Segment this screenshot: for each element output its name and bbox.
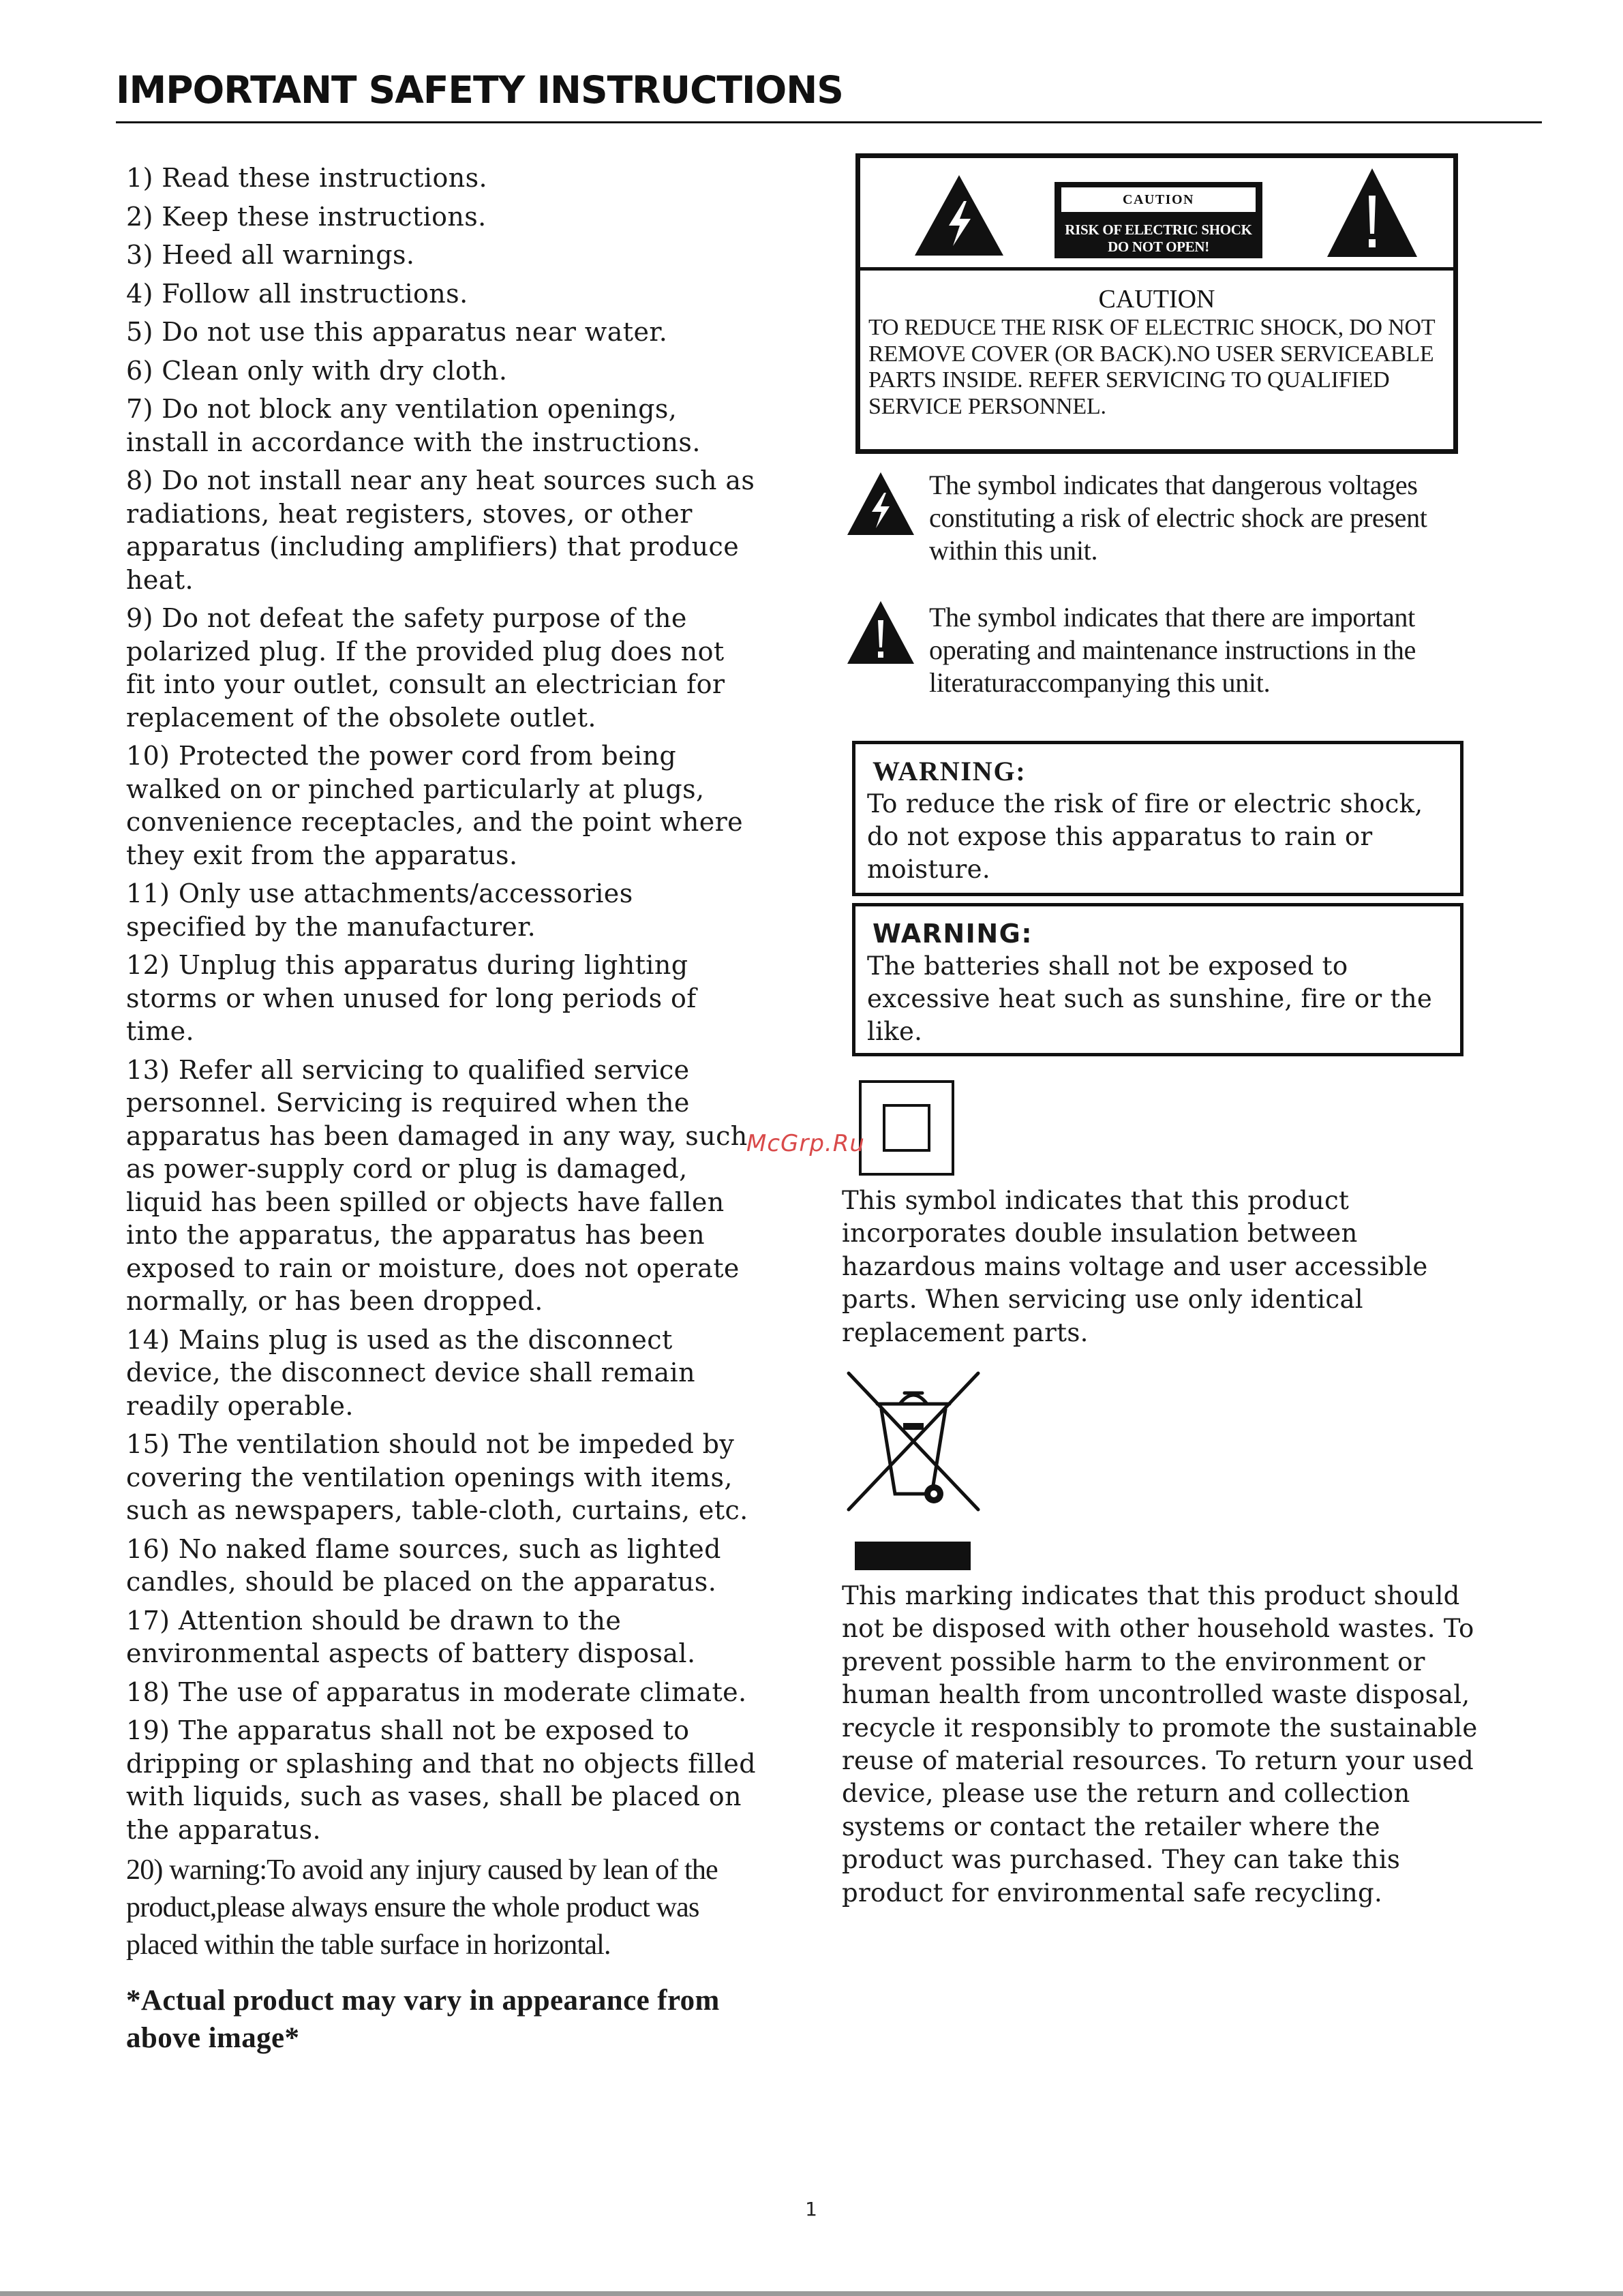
- page-number: 1: [805, 2198, 817, 2220]
- caution-label-line3: DO NOT OPEN!: [1108, 239, 1209, 255]
- instruction-item: 6) Clean only with dry cloth.: [126, 355, 508, 386]
- instruction-item: 3) Heed all warnings.: [126, 240, 415, 270]
- warning-text: To reduce the risk of fire or electric shock, do not expose this apparatus to rain or moisture.: [867, 789, 1423, 884]
- watermark: McGrp.Ru: [746, 1130, 865, 1157]
- double-insulation-icon: [859, 1080, 954, 1176]
- instruction-item: 18) The use of apparatus in moderate climate.: [126, 1677, 747, 1707]
- warning-title: WARNING:: [873, 919, 1033, 949]
- instruction-item: 8) Do not install near any heat sources such as radiations, heat registers, stoves, or other apparatus (including amplifiers) that produce heat.: [126, 465, 755, 595]
- warning-text: The batteries shall not be exposed to excessive heat such as sunshine, fire or the like.: [867, 951, 1433, 1046]
- instruction-item: 19) The apparatus shall not be exposed to dripping or splashing and that no objects filled with liquids, such as vases, shall be placed on the apparatus.: [126, 1715, 756, 1845]
- appearance-note: *Actual product may vary in appearance from above image*: [126, 1985, 720, 2054]
- exclamation-symbol-text: The symbol indicates that there are important operating and maintenance instructions in the literaturaccompanying this unit.: [929, 602, 1416, 698]
- title-divider: [116, 121, 1542, 123]
- caution-heading: CAUTION: [1098, 285, 1215, 313]
- instruction-item: 2) Keep these instructions.: [126, 201, 487, 232]
- crossed-out-bin-icon: [842, 1370, 985, 1513]
- instruction-item: 10) Protected the power cord from being walked on or pinched particularly at plugs, convenience receptacles, and the point where they exit from the apparatus.: [126, 741, 744, 870]
- caution-text: TO REDUCE THE RISK OF ELECTRIC SHOCK, DO NOT REMOVE COVER (OR BACK).NO USER SERVICEABLE PARTS INSIDE. REFER SERVICING TO QUALIFIED SERVICE PERSONNEL.: [868, 315, 1435, 419]
- lightning-triangle-icon: [915, 175, 1003, 256]
- weee-black-bar: [855, 1542, 971, 1570]
- bolt-symbol-text: The symbol indicates that dangerous voltages constituting a risk of electric shock are present within this unit.: [929, 470, 1427, 566]
- warning-box-batteries: [852, 903, 1463, 1056]
- instruction-item: 4) Follow all instructions.: [126, 278, 468, 309]
- caution-label: [1055, 182, 1262, 258]
- page-bottom-edge: [0, 2291, 1623, 2296]
- caution-label-line2: RISK OF ELECTRIC SHOCK: [1065, 221, 1252, 238]
- instruction-item: 5) Do not use this apparatus near water.: [126, 317, 668, 347]
- instruction-item: 14) Mains plug is used as the disconnect device, the disconnect device shall remain readily operable.: [126, 1324, 695, 1421]
- lightning-triangle-icon: [847, 472, 914, 535]
- warning-box-moisture: [852, 741, 1463, 896]
- weee-text: This marking indicates that this product should not be disposed with other household wastes. To prevent possible harm to the environment or human health from uncontrolled waste disposal, recycle it responsibly to promote the sustainable reuse of material resources. To return your used device, please use the return and collection systems or contact the retailer where the product was purchased. They can take this product for environmental safe recycling.: [842, 1581, 1478, 1908]
- instruction-item: 12) Unplug this apparatus during lighting storms or when unused for long periods of time.: [126, 950, 697, 1046]
- exclamation-triangle-icon: [847, 601, 914, 664]
- caution-label-row: [860, 158, 1453, 271]
- exclamation-triangle-icon: [1327, 168, 1417, 257]
- caution-label-title: CAUTION: [1061, 187, 1256, 212]
- instruction-item-20: 20) warning:To avoid any injury caused by lean of the product,please always ensure the whole product was placed within the table surface in horizontal.: [126, 1854, 718, 1961]
- instruction-item: 1) Read these instructions.: [126, 163, 488, 193]
- page-title: IMPORTANT SAFETY INSTRUCTIONS: [116, 68, 843, 112]
- instruction-item: 17) Attention should be drawn to the environmental aspects of battery disposal.: [126, 1605, 696, 1668]
- instruction-item: 16) No naked flame sources, such as lighted candles, should be placed on the apparatus.: [126, 1533, 721, 1597]
- instruction-item: 7) Do not block any ventilation openings, install in accordance with the instructions.: [126, 394, 701, 457]
- double-insulation-text: This symbol indicates that this product incorporates double insulation between hazardous mains voltage and user accessible parts. When servicing use only identical replacement parts.: [842, 1186, 1428, 1347]
- warning-title: WARNING:: [873, 756, 1027, 786]
- caution-box: [855, 153, 1458, 454]
- instruction-item: 13) Refer all servicing to qualified service personnel. Servicing is required when the apparatus has been damaged in any way, such as power-supply cord or plug is damaged, liquid has been spilled or objects have fallen into the apparatus, the apparatus has been exposed to rain or moisture, does not operate normally, or has been dropped.: [126, 1054, 748, 1316]
- instruction-item: 15) The ventilation should not be impeded by covering the ventilation openings with items, such as newspapers, table-cloth, curtains, etc.: [126, 1429, 748, 1525]
- instructions-list: [126, 162, 760, 2086]
- instruction-item: 11) Only use attachments/accessories specified by the manufacturer.: [126, 878, 633, 942]
- instruction-item: 9) Do not defeat the safety purpose of the polarized plug. If the provided plug does not fit into your outlet, consult an electrician for replacement of the obsolete outlet.: [126, 603, 725, 733]
